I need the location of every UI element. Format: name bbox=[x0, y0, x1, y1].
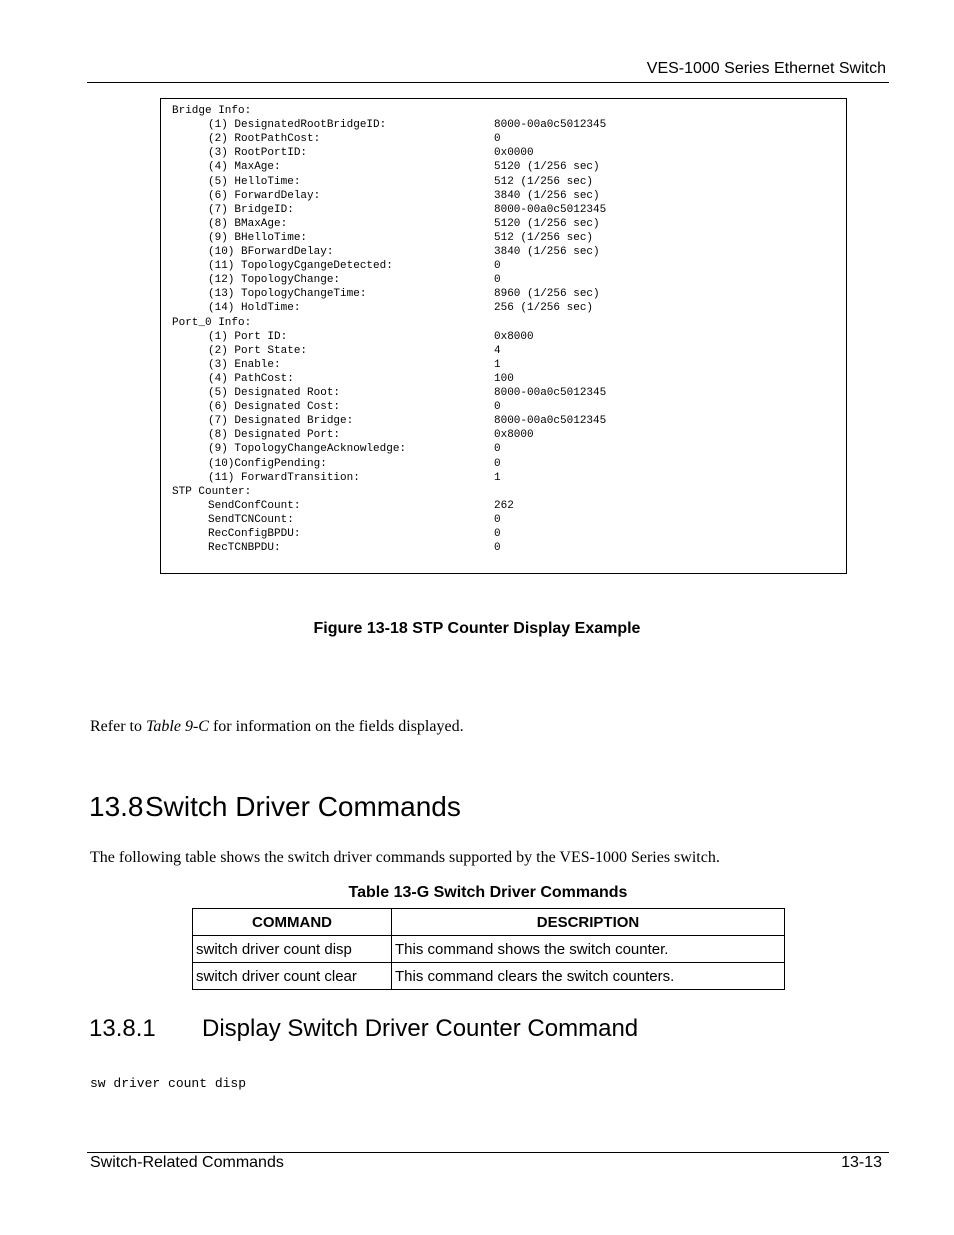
description-cell: This command clears the switch counters. bbox=[392, 963, 785, 990]
footer-chapter-title: Switch-Related Commands bbox=[90, 1154, 284, 1171]
code-field-value: 262 bbox=[494, 499, 514, 512]
code-field-label: (13) TopologyChangeTime: bbox=[208, 288, 367, 301]
header-rule bbox=[87, 82, 889, 83]
refer-text-before: Refer to bbox=[90, 718, 146, 735]
code-field-value: 4 bbox=[494, 344, 501, 357]
code-field-value: 0 bbox=[494, 443, 501, 456]
section-title-text: Switch Driver Commands bbox=[145, 791, 461, 822]
code-field-value: 0 bbox=[494, 401, 501, 414]
code-field-label: (3) Enable: bbox=[208, 358, 281, 371]
code-field-label: (10) BForwardDelay: bbox=[208, 246, 334, 258]
code-field-value: 0 bbox=[494, 513, 501, 526]
code-field-label: (3) RootPortID: bbox=[208, 147, 308, 160]
section-heading bbox=[89, 791, 461, 823]
code-field-label: (2) Port State: bbox=[208, 344, 308, 357]
code-field-value: 8000-00a0c5012345 bbox=[494, 415, 607, 428]
footer-rule bbox=[87, 1152, 889, 1153]
code-field-value: 0x8000 bbox=[494, 429, 534, 442]
code-field-label: (11) TopologyCgangeDetected: bbox=[208, 260, 393, 273]
code-field-value: 8000-00a0c5012345 bbox=[494, 119, 607, 132]
code-field-value: 3840 (1/256 sec) bbox=[494, 246, 600, 258]
code-field-label: (14) HoldTime: bbox=[208, 302, 301, 315]
code-field-value: 512 (1/256 sec) bbox=[494, 231, 594, 244]
code-field-label: (2) RootPathCost: bbox=[208, 133, 321, 146]
code-field-label: Port_0 Info: bbox=[172, 316, 252, 329]
code-field-label: (1) Port ID: bbox=[208, 330, 288, 343]
cli-example: sw driver count disp bbox=[90, 1076, 247, 1091]
code-field-value: 0 bbox=[494, 542, 501, 555]
code-field-value: 0 bbox=[494, 274, 501, 287]
code-field-value: 8000-00a0c5012345 bbox=[494, 203, 607, 216]
code-field-label: Bridge Info: bbox=[172, 105, 252, 117]
code-field-label: SendConfCount: bbox=[208, 499, 301, 512]
code-field-label: (9) TopologyChangeAcknowledge: bbox=[208, 443, 407, 456]
intro-paragraph: The following table shows the switch driver commands supported by the VES-1000 Series switch. bbox=[90, 849, 720, 866]
subsection-heading bbox=[89, 1015, 638, 1043]
code-field-label: (6) Designated Cost: bbox=[208, 401, 341, 414]
subsection-title-text: Display Switch Driver Counter Command bbox=[202, 1015, 639, 1042]
code-field-label: (4) MaxAge: bbox=[208, 161, 281, 174]
code-field-label: (12) TopologyChange: bbox=[208, 274, 341, 287]
code-field-value: 0 bbox=[494, 528, 501, 540]
code-field-value: 5120 (1/256 sec) bbox=[494, 217, 600, 230]
code-field-label: SendTCNCount: bbox=[208, 513, 294, 526]
code-field-label: (9) BHelloTime: bbox=[208, 231, 308, 244]
code-field-label: (6) ForwardDelay: bbox=[208, 189, 321, 202]
refer-paragraph bbox=[90, 718, 464, 736]
code-field-label: (10)ConfigPending: bbox=[208, 457, 327, 470]
command-cell: switch driver count disp bbox=[193, 936, 392, 963]
code-field-label: RecConfigBPDU: bbox=[208, 528, 301, 540]
code-field-value: 8960 (1/256 sec) bbox=[494, 288, 600, 301]
table-row bbox=[193, 963, 785, 990]
code-field-value: 0 bbox=[494, 457, 501, 470]
command-cell: switch driver count clear bbox=[193, 963, 392, 990]
refer-text-after: for information on the fields displayed. bbox=[208, 718, 464, 735]
code-field-value: 1 bbox=[494, 471, 501, 484]
code-field-value: 0 bbox=[494, 260, 501, 273]
footer-page-number: 13-13 bbox=[841, 1154, 882, 1171]
table-header-row bbox=[193, 909, 785, 936]
section-number: 13.8 bbox=[89, 791, 144, 822]
code-field-label: (1) DesignatedRootBridgeID: bbox=[208, 119, 387, 132]
code-field-label: (7) BridgeID: bbox=[208, 203, 294, 216]
code-field-label: (8) BMaxAge: bbox=[208, 217, 288, 230]
code-field-label: STP Counter: bbox=[172, 485, 252, 498]
code-field-value: 256 (1/256 sec) bbox=[494, 302, 594, 315]
column-header-command: COMMAND bbox=[193, 909, 392, 936]
code-field-label: (11) ForwardTransition: bbox=[208, 471, 360, 484]
figure-caption: Figure 13-18 STP Counter Display Example bbox=[313, 620, 641, 637]
code-field-value: 5120 (1/256 sec) bbox=[494, 161, 600, 174]
code-field-label: (4) PathCost: bbox=[208, 372, 294, 385]
code-field-label: (7) Designated Bridge: bbox=[208, 415, 354, 428]
code-field-label: (5) HelloTime: bbox=[208, 175, 301, 188]
code-field-label: RecTCNBPDU: bbox=[208, 542, 281, 555]
code-field-value: 512 (1/256 sec) bbox=[494, 175, 594, 188]
code-field-label: (8) Designated Port: bbox=[208, 429, 341, 442]
switch-driver-commands-table bbox=[192, 908, 785, 990]
code-field-value: 1 bbox=[494, 358, 501, 371]
stp-counter-output-box bbox=[160, 98, 847, 574]
running-header-title: VES-1000 Series Ethernet Switch bbox=[646, 60, 886, 77]
table-reference-link: Table 9-C bbox=[145, 718, 209, 735]
table-row bbox=[193, 936, 785, 963]
code-field-label: (5) Designated Root: bbox=[208, 387, 341, 399]
subsection-number: 13.8.1 bbox=[89, 1015, 156, 1042]
column-header-description: DESCRIPTION bbox=[392, 909, 785, 936]
code-field-value: 0 bbox=[494, 133, 501, 146]
table-caption: Table 13-G Switch Driver Commands bbox=[348, 884, 628, 901]
code-field-value: 0x0000 bbox=[494, 147, 534, 160]
code-field-value: 3840 (1/256 sec) bbox=[494, 189, 600, 202]
code-field-value: 100 bbox=[494, 372, 514, 385]
description-cell: This command shows the switch counter. bbox=[392, 936, 785, 963]
code-field-value: 8000-00a0c5012345 bbox=[494, 387, 607, 399]
code-field-value: 0x8000 bbox=[494, 330, 534, 343]
